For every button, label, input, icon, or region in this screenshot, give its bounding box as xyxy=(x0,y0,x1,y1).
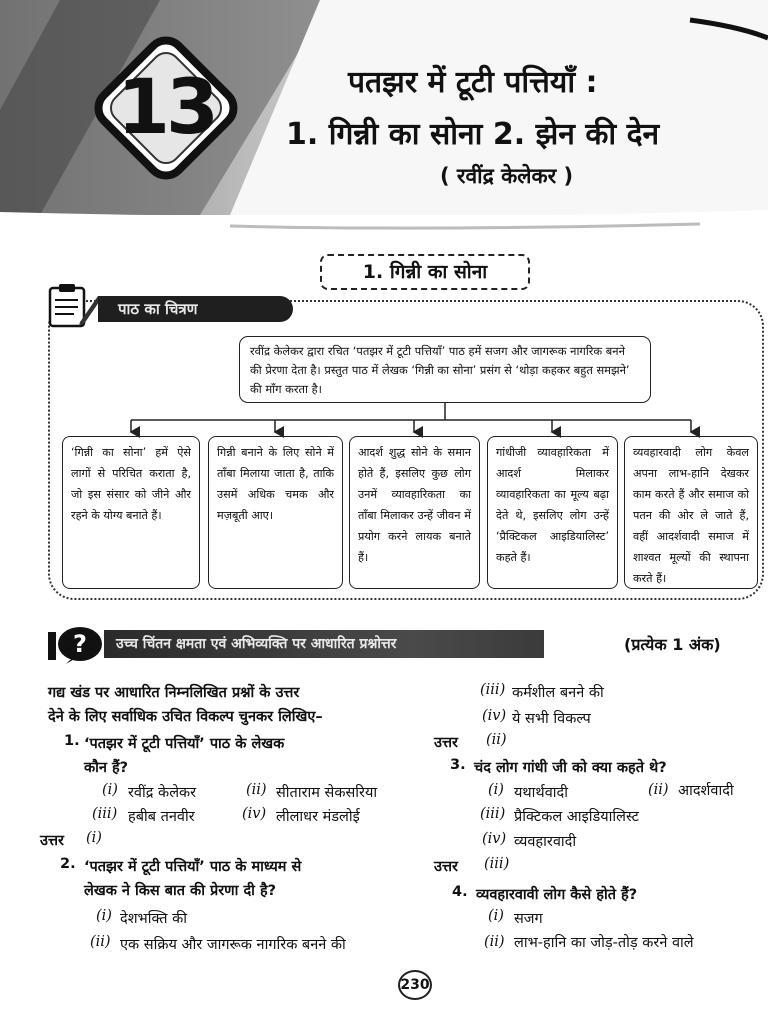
section-heading: 1. गिन्नी का सोना xyxy=(320,254,530,290)
option-text: सजग xyxy=(514,911,543,927)
option-number: (iv) xyxy=(482,708,507,724)
option-text: रवींद्र केलेकर xyxy=(128,785,197,801)
chapter-title-line-2: 1. गिन्नी का सोना 2. झेन की देन xyxy=(286,117,660,152)
chapter-author: ( रवींद्र केलेकर ) xyxy=(440,164,574,188)
option-number: (iii) xyxy=(480,806,506,822)
answer-label: उत्तर xyxy=(434,859,458,875)
option-number: (i) xyxy=(96,908,112,924)
option-text: सीताराम सेकसरिया xyxy=(276,785,378,801)
answer-value: (i) xyxy=(86,830,102,846)
question-number: 3. xyxy=(450,757,466,773)
option-text: देशभक्ति की xyxy=(120,911,188,927)
question-number: 2. xyxy=(60,856,76,872)
option-number: (iv) xyxy=(242,806,267,822)
instructions-line-2: देने के लिए सर्वाधिक उचित विकल्प चुनकर लिखिए– xyxy=(48,709,323,725)
answer-label: उत्तर xyxy=(40,833,64,849)
question-number: 1. xyxy=(64,733,80,749)
chapter-header xyxy=(0,0,768,235)
summary-intro-box: रवींद्र केलेकर द्वारा रचित ‘पतझर में टूटी पत्तियाँ’ पाठ हमें सजग और जागरूक नागरिक बनने की प्रेरणा देता है। प्रस्तुत पाठ में लेखक ‘गिन्नी का सोना’ प्रसंग से ‘थोड़ा कहकर बहुत समझने’ की माँग करता है। xyxy=(239,336,651,403)
option-text: यथार्थवादी xyxy=(514,785,568,801)
question-number: 4. xyxy=(452,884,468,900)
option-number: (ii) xyxy=(484,934,505,950)
question-mark-icon xyxy=(48,624,104,664)
question-1-text-cont: कौन हैं? xyxy=(84,760,129,776)
question-2-text-cont: लेखक ने किस बात की प्रेरणा दी है? xyxy=(84,883,277,899)
answer-value: (iii) xyxy=(484,856,510,872)
svg-text:?: ? xyxy=(73,630,87,658)
answer-label: उत्तर xyxy=(434,735,458,751)
option-text: एक सक्रिय और जागरूक नागरिक बनने की xyxy=(120,937,346,953)
option-number: (i) xyxy=(488,782,504,798)
summary-box: गांधीजी व्यावहारिकता में आदर्श मिलाकर व्यावहारिकता का मूल्य बढ़ा देते थे, इसलिए लोग उन्हें ‘प्रैक्टिकल आइडियालिस्ट’ कहते हैं। xyxy=(487,436,618,589)
option-text: प्रैक्टिकल आइडियालिस्ट xyxy=(514,809,639,825)
option-number: (ii) xyxy=(648,782,669,798)
chapter-summary-banner: पाठ का चित्रण xyxy=(98,296,293,322)
option-number: (iii) xyxy=(480,682,506,698)
chapter-number: 13 xyxy=(117,62,215,151)
question-3-text: चंद लोग गांधी जी को क्या कहते थे? xyxy=(474,760,667,776)
option-text: लीलाधर मंडलोई xyxy=(276,809,360,825)
option-number: (i) xyxy=(488,908,504,924)
option-number: (ii) xyxy=(90,934,111,950)
clipboard-icon xyxy=(44,282,102,330)
option-text: व्यवहारवादी xyxy=(514,834,577,850)
summary-box: गिन्नी बनाने के लिए सोने में ताँबा मिलाया जाता है, ताकि उसमें अधिक चमक और मज़बूती आए। xyxy=(208,436,343,589)
question-1-text: ‘पतझर में टूटी पत्तियाँ’ पाठ के लेखक xyxy=(84,736,285,752)
question-2-text: ‘पतझर में टूटी पत्तियाँ’ पाठ के माध्यम से xyxy=(84,859,302,875)
instructions-line-1: गद्य खंड पर आधारित निम्नलिखित प्रश्नों के उत्तर xyxy=(48,685,300,701)
option-text: आदर्शवादी xyxy=(678,783,734,799)
summary-box: व्यवहारवादी लोग केवल अपना लाभ-हानि देखकर काम करते हैं और समाज को पतन की ओर ले जाते हैं, वहीं आदर्शवादी समाज में शाश्वत मूल्यों की स्थापना करते हैं। xyxy=(624,436,758,589)
answer-value: (ii) xyxy=(486,732,507,748)
option-number: (ii) xyxy=(246,782,267,798)
marks-note: (प्रत्येक 1 अंक) xyxy=(624,635,721,654)
chapter-title-line-1: पतझर में टूटी पत्तियाँ : xyxy=(348,65,598,100)
option-number: (i) xyxy=(102,782,118,798)
option-text: ये सभी विकल्प xyxy=(512,711,591,727)
option-text: लाभ-हानि का जोड़-तोड़ करने वाले xyxy=(514,935,694,951)
summary-box: आदर्श शुद्ध सोने के समान होते हैं, इसलिए कुछ लोग उनमें व्यावहारिकता का ताँबा मिलाकर उन्हें जीवन में प्रयोग करने लायक बनाते हैं। xyxy=(349,436,480,589)
summary-box: ‘गिन्नी का सोना’ हमें ऐसे लागों से परिचित कराता है, जो इस संसार को जीने और रहने के योग्य बनाते हैं। xyxy=(62,436,200,589)
questions-banner: उच्च चिंतन क्षमता एवं अभिव्यक्ति पर आधारित प्रश्नोत्तर xyxy=(104,630,544,658)
option-number: (iv) xyxy=(482,831,507,847)
option-text: हबीब तनवीर xyxy=(128,809,195,825)
question-4-text: व्यवहारवावी लोग कैसे होते हैं? xyxy=(476,887,638,903)
option-number: (iii) xyxy=(92,806,118,822)
option-text: कर्मशील बनने की xyxy=(512,685,604,701)
page-number: 230 xyxy=(398,970,432,1000)
